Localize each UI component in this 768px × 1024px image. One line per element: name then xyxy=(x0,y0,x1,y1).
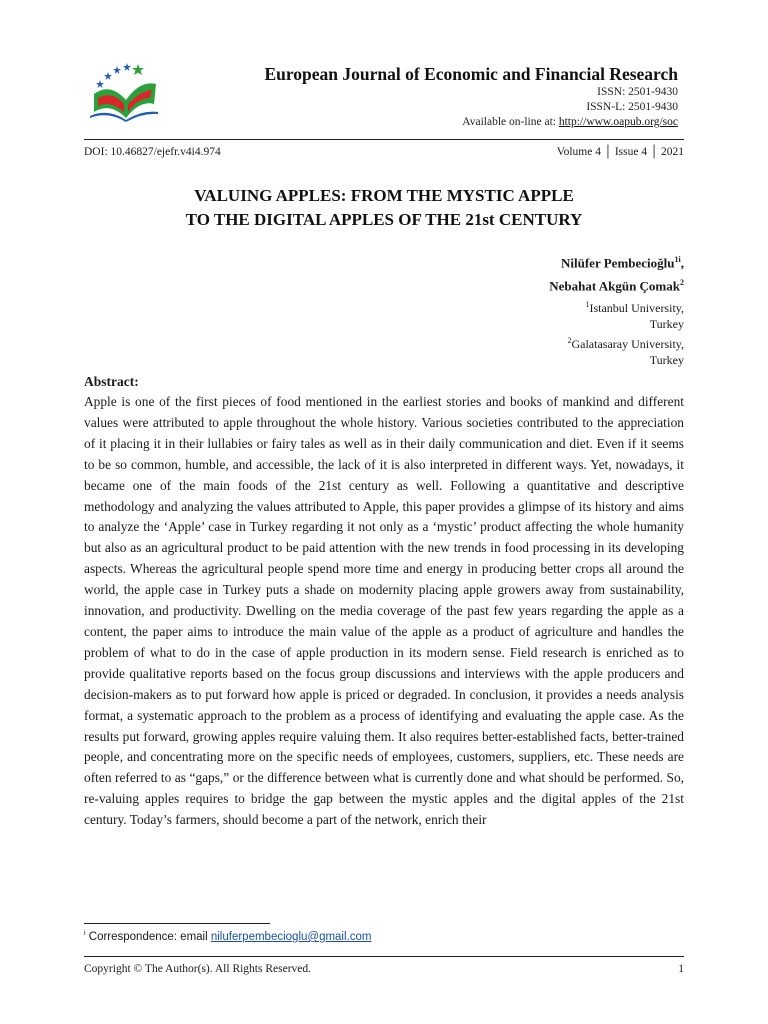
correspondence-email-link[interactable]: niluferpembecioglu@gmail.com xyxy=(210,930,372,943)
footer-divider xyxy=(84,956,684,957)
page-number: 1 xyxy=(678,963,684,975)
footnote-label: Correspondence: email xyxy=(85,930,211,943)
header-divider xyxy=(84,139,684,140)
author-2 xyxy=(549,273,684,296)
affiliation-1 xyxy=(549,297,684,317)
copyright: Copyright © The Author(s). All Rights Reserved. xyxy=(84,963,312,975)
author-1-name: Nilüfer Pembecioğlu xyxy=(561,255,675,271)
affiliation-2-line-1: Galatasaray University, xyxy=(571,336,684,351)
affiliation-2-country: Turkey xyxy=(649,353,684,368)
affiliation-1-country: Turkey xyxy=(649,317,684,332)
affiliation-2-sup: 2 xyxy=(567,335,572,345)
availability-label: Available on-line at: xyxy=(462,116,559,128)
author-1: Nilüfer Pembecioğlu$^{1i}$, xyxy=(561,255,684,271)
affiliation-1-line-1: Istanbul University, xyxy=(589,300,684,315)
paper-title-line-1: VALUING APPLES: FROM THE MYSTIC APPLE xyxy=(194,186,574,205)
footnote-sup: i xyxy=(84,930,86,937)
footnote-correspondence xyxy=(84,930,371,943)
abstract-heading: Abstract: xyxy=(84,374,139,389)
issn: ISSN: 2501-9430 xyxy=(597,86,678,98)
journal-title: European Journal of Economic and Financial Research xyxy=(264,64,678,84)
footnote-divider xyxy=(84,923,270,924)
abstract-text: Apple is one of the first pieces of food mentioned in the earliest stories and books of mankind and different values were attributed to apple throughout the whole history. Various societies contributed to the appreciation of it placing it in their lullabies or fairy tales as well as in their daily communication and diet. Even if it seems to be so common, humble, and accessible, the lack of it is also interpreted in different ways. Yet, nowadays, it became one of the main foods of the 21st century as well. Following a quantitative and descriptive methodology and analyzing the values attributed to Apple, this paper provides a glimpse of its history and aims to analyze the ‘Apple’ case in Turkey regarding it not only as a ‘mystic’ product affecting the whole humanity but also as an agricultural product to be paid attention with the new trends in food processing in its developing aspects. Whereas the agricultural people spend more time and energy in producing better crops all around the world, the apple case in Turkey puts a shade on modernity placing apple growers away from sustainability, innovation, and productivity. Dwelling on the media coverage of the past few years regarding the apple as a content, the paper aims to introduce the main value of the apple as a product of agriculture and handles the problem of what to do in the case of apple production in its modern sense. Field research is enriched as to provide qualitative reports based on the focus group discussions and interviews with the apple producers and decision-makers as to put forward how apple is priced or degraded. In conclusion, it provides a needs analysis format, a systematic approach to the problem as a process of identifying and evaluating the apple case. As the results put forward, growing apples require valuing them. It also requires better-established facts, better-trained people, and concentrating more on the specific needs of employees, customers, suppliers, etc. These needs are often referred to as “gaps,” or the difference between what is currently done and what should be performed. So, re-valuing apples requires to bridge the gap between the mystic apples and the digital apples of the 21st century. Today’s farmers, should become a part of the network, enrich their xyxy=(84,394,684,828)
paper-title xyxy=(84,184,684,232)
doi[interactable]: DOI: 10.46827/ejefr.v4i4.974 xyxy=(84,146,221,158)
author-1-sup: 1i xyxy=(674,255,681,264)
journal-logo xyxy=(88,60,160,122)
availability-line xyxy=(462,116,678,128)
author-2-name: Nebahat Akgün Çomak xyxy=(549,278,680,294)
affiliation-2 xyxy=(549,333,684,353)
author-block xyxy=(549,250,684,369)
author-2-sup: 2 xyxy=(680,278,684,288)
issn-l: ISSN-L: 2501-9430 xyxy=(586,101,678,113)
paper-title-line-2: TO THE DIGITAL APPLES OF THE 21st CENTURY xyxy=(185,210,583,229)
volume-issue-year: Volume 4 │ Issue 4 │ 2021 xyxy=(556,146,684,158)
affiliation-1-sup: 1 xyxy=(585,299,590,309)
journal-url-link[interactable]: http://www.oapub.org/soc xyxy=(558,116,678,128)
stars-icon xyxy=(96,63,131,88)
